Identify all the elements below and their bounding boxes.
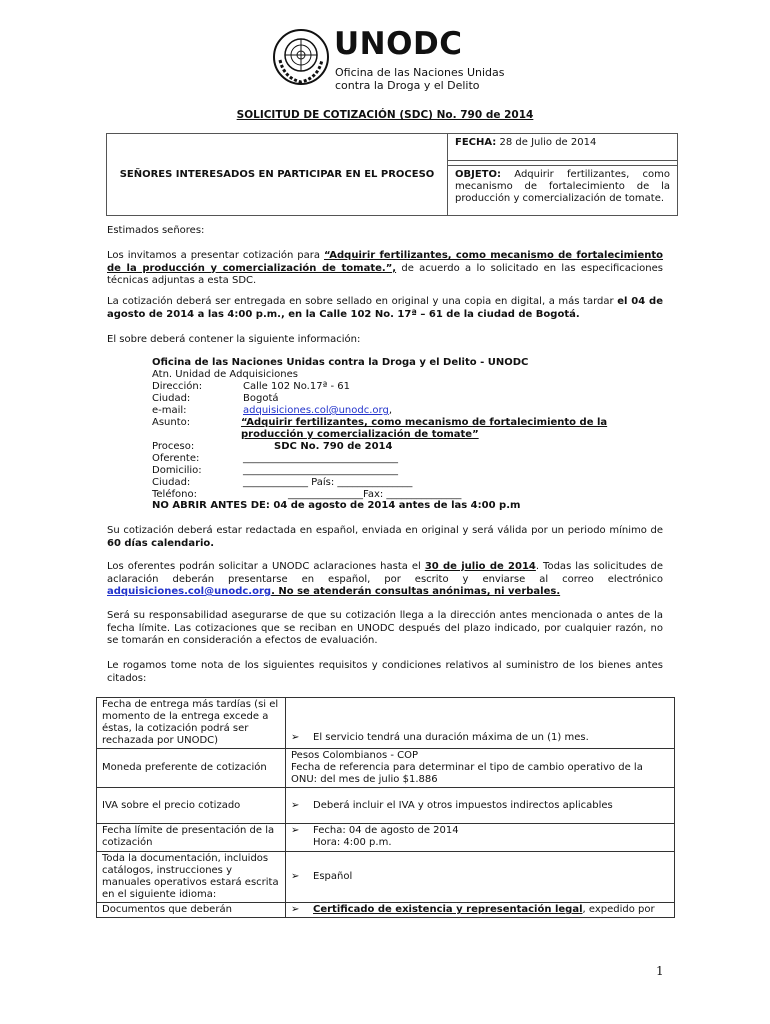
row-label: IVA sobre el precio cotizado <box>97 788 286 824</box>
address-asunto-label: Asunto: <box>152 417 191 428</box>
row-value: Fecha de referencia para determinar el tipo de cambio operativo de la ONU: del mes de julio $1.886 <box>291 762 643 785</box>
address-telefono-label: Teléfono: <box>152 489 197 500</box>
bullet-icon: ➢ <box>291 825 300 836</box>
table-row <box>97 698 675 749</box>
row-label: Fecha límite de presentación de la cotización <box>97 824 286 852</box>
clarification-email-link[interactable]: adquisiciones.col@unodc.org <box>107 586 272 597</box>
document-title: SOLICITUD DE COTIZACIÓN (SDC) No. 790 de 2014 <box>236 109 534 121</box>
row-label: Documentos que deberán <box>97 903 286 918</box>
bullet-icon: ➢ <box>291 732 300 743</box>
row-value: Pesos Colombianos - COP <box>291 750 419 761</box>
logo-line-1: Oficina de las Naciones Unidas <box>335 66 505 79</box>
bullet-icon: ➢ <box>291 871 300 882</box>
paragraph-responsibility: Será su responsabilidad asegurarse de que su cotización llega a la dirección antes mencionada o antes de la fecha límite. Las cotizaciones que se reciban en UNODC después del plazo indicado, por cualquier razón, no se tomarán en consideración a efectos de evaluación. <box>107 610 663 646</box>
row-value: Deberá incluir el IVA y otros impuestos indirectos aplicables <box>313 799 613 811</box>
bullet-icon: ➢ <box>291 904 300 915</box>
header-objeto-cell <box>448 165 677 216</box>
address-ciudad-label: Ciudad: <box>152 393 191 404</box>
address-ciudad-value: Bogotá <box>243 393 279 404</box>
table-row <box>97 852 675 903</box>
address-email-label: e-mail: <box>152 405 187 416</box>
address-email-link[interactable]: adquisiciones.col@unodc.org <box>243 405 389 416</box>
address-telefono-line: _______________Fax: _______________ <box>288 489 462 500</box>
address-proceso-label: Proceso: <box>152 441 195 452</box>
address-asunto-line-2: producción y comercialización de tomate” <box>241 429 479 440</box>
row-value: Certificado de existencia y representación legal <box>313 904 583 915</box>
logo-wordmark: UNODC <box>334 26 463 62</box>
no-abrir-notice: NO ABRIR ANTES DE: 04 de agosto de 2014 antes de las 4:00 p.m <box>152 500 521 511</box>
fecha-value: 28 de Julio de 2014 <box>499 137 597 148</box>
address-domicilio-line: _______________________________ <box>243 465 398 476</box>
requirements-table <box>96 697 675 918</box>
table-row <box>97 749 675 788</box>
row-label: Fecha de entrega más tardías (si el momento de la entrega excede a éstas, la cotización podrá ser rechazada por UNODC) <box>97 698 286 749</box>
address-proceso-value: SDC No. 790 de 2014 <box>274 441 393 452</box>
objeto-label: OBJETO: <box>455 169 501 180</box>
page-number: 1 <box>656 964 664 978</box>
table-row: Documentos que deberán ➢ Certificado de existencia y representación legal, expedido por <box>97 903 675 918</box>
row-label: Toda la documentación, incluidos catálogos, instrucciones y manuales operativos estará escrita en el siguiente idioma: <box>97 852 286 903</box>
address-asunto-line-1: “Adquirir fertilizantes, como mecanismo de fortalecimiento de la <box>241 417 608 428</box>
paragraph-delivery: La cotización deberá ser entregada en sobre sellado en original y una copia en digital, a más tardar el 04 de agosto de 2014 a las 4:00 p.m., en la Calle 102 No. 17ª – 61 de la ciudad de Bogotá. <box>107 296 663 320</box>
address-dir-value: Calle 102 No.17ª - 61 <box>243 381 350 392</box>
address-domicilio-label: Domicilio: <box>152 465 202 476</box>
address-oferente-line: _______________________________ <box>243 453 398 464</box>
greeting: Estimados señores: <box>107 225 205 236</box>
fecha-label: FECHA: <box>455 137 497 148</box>
object-emphasis: “Adquirir fertilizantes, como mecanismo de fortalecimiento de la producción y comercialización de tomate.”, <box>107 250 664 274</box>
clarification-date: 30 de julio de 2014 <box>424 561 536 572</box>
paragraph-requirements: Le rogamos tome nota de los siguientes requisitos y condiciones relativos al suministro de los bienes antes citados: <box>107 660 663 684</box>
row-value: Español <box>313 871 353 882</box>
row-value: Fecha: 04 de agosto de 2014 <box>313 825 459 836</box>
header-fecha-cell <box>448 134 677 161</box>
address-dir-label: Dirección: <box>152 381 203 392</box>
table-row <box>97 788 675 824</box>
objeto-value: Adquirir fertilizantes, como mecanismo de fortalecimiento de la producción y comercialización de tomate. <box>455 169 670 204</box>
header-table <box>106 133 678 216</box>
header-recipients: SEÑORES INTERESADOS EN PARTICIPAR EN EL PROCESO <box>107 134 448 215</box>
row-label: Moneda preferente de cotización <box>97 749 286 788</box>
delivery-deadline: el 04 de agosto de 2014 a las 4:00 p.m., en la Calle 102 No. 17ª – 61 de la ciudad de Bogotá. <box>107 296 663 320</box>
address-oferente-label: Oferente: <box>152 453 200 464</box>
row-value: Hora: 4:00 p.m. <box>313 837 392 848</box>
row-value: El servicio tendrá una duración máxima de un (1) mes. <box>313 732 589 743</box>
unodc-logo <box>272 26 505 92</box>
paragraph-language: Su cotización deberá estar redactada en español, enviada en original y será válida por un periodo mínimo de 60 días calendario. <box>107 525 663 549</box>
paragraph-invitation: Los invitamos a presentar cotización para “Adquirir fertilizantes, como mecanismo de fortalecimiento de la producción y comercialización de tomate.”, de acuerdo a lo solicitado en las especificaciones técnicas adjuntas a esta SDC. <box>107 250 664 286</box>
bullet-icon: ➢ <box>291 799 300 811</box>
no-anonymous-note: . No se atenderán consultas anónimas, ni verbales. <box>271 586 561 597</box>
logo-line-2: contra la Droga y el Delito <box>335 79 480 92</box>
validity-days: 60 días calendario. <box>107 537 215 549</box>
address-org: Oficina de las Naciones Unidas contra la Droga y el Delito - UNODC <box>152 357 529 368</box>
paragraph-clarifications: Los oferentes podrán solicitar a UNODC aclaraciones hasta el 30 de julio de 2014. Todas las solicitudes de aclaración deberán presentarse en español, por escrito y enviarse al correo electrónico adquisiciones.col@unodc.org. No se atenderán consultas anónimas, ni verbales. <box>107 561 663 597</box>
address-ciudad2-line: _____________ País: _______________ <box>243 477 413 488</box>
un-emblem-icon <box>272 28 330 86</box>
address-ciudad2-label: Ciudad: <box>152 477 191 488</box>
table-row <box>97 824 675 852</box>
paragraph-envelope: El sobre deberá contener la siguiente información: <box>107 334 361 345</box>
address-atn: Atn. Unidad de Adquisiciones <box>152 369 298 380</box>
